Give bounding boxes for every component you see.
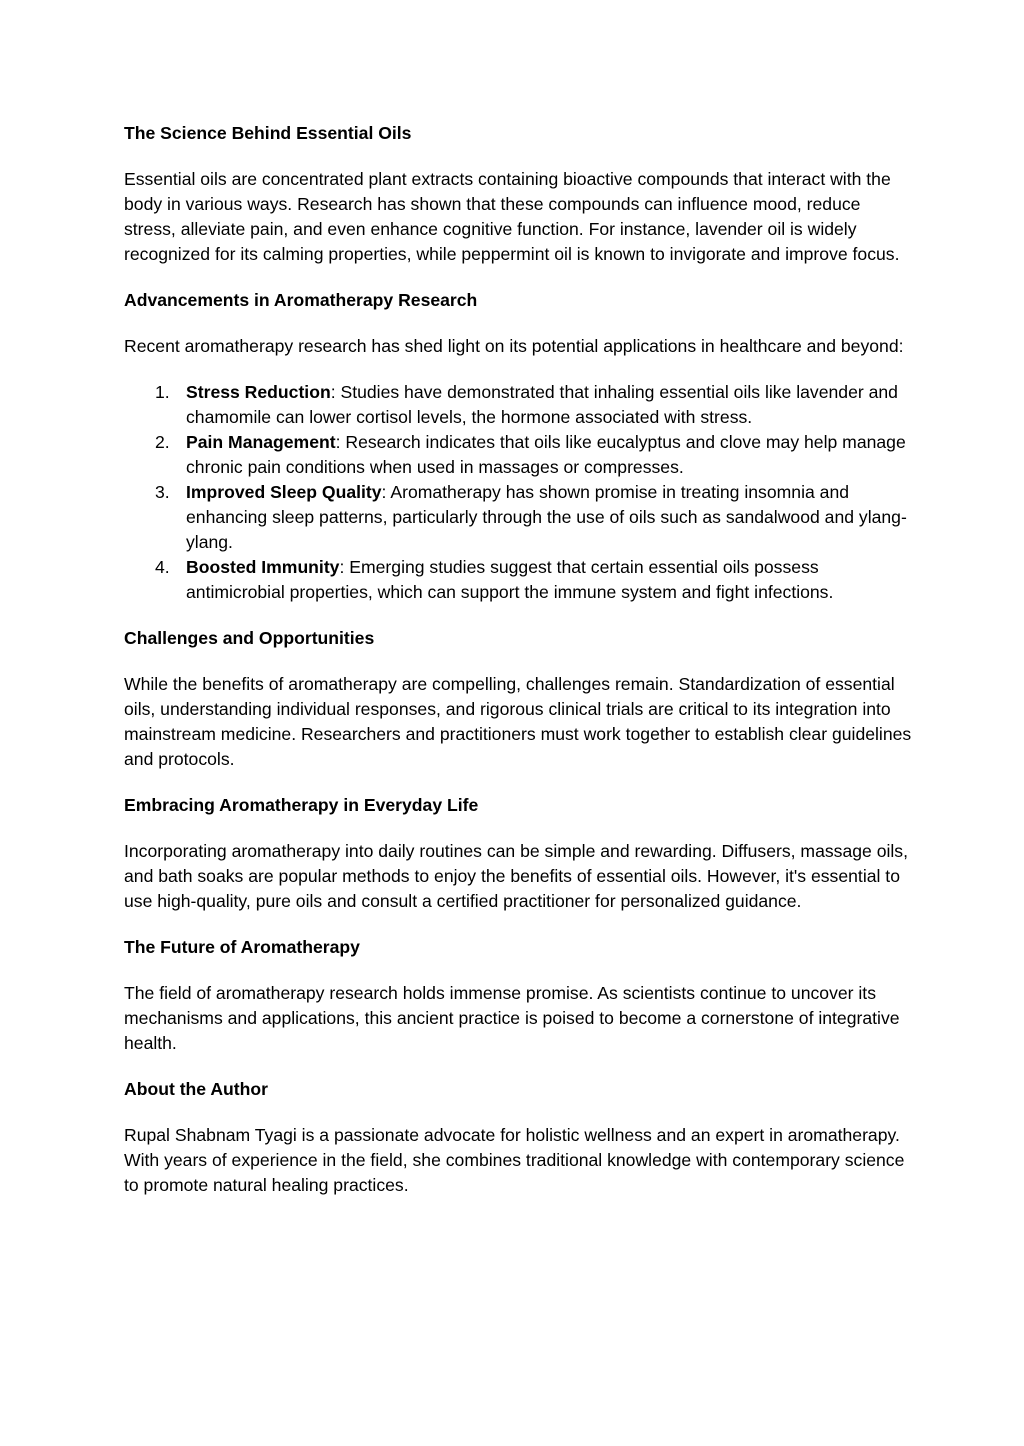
list-item	[124, 555, 914, 605]
list-item	[124, 480, 914, 555]
list-item	[124, 430, 914, 480]
list-text: : Aromatherapy has shown promise in treating insomnia and enhancing sleep patterns, particularly through the use of oils such as sandalwood and ylang-ylang.	[186, 482, 907, 552]
heading-everyday: Embracing Aromatherapy in Everyday Life	[124, 795, 479, 815]
research-list	[124, 380, 914, 605]
paragraph-challenges: While the benefits of aromatherapy are compelling, challenges remain. Standardization of essential oils, understanding individual responses, and rigorous clinical trials are critical to its integration into mainstream medicine. Researchers and practitioners must work together to establish clear guidelines and protocols.	[124, 674, 912, 769]
heading-future: The Future of Aromatherapy	[124, 937, 360, 957]
list-text: : Research indicates that oils like eucalyptus and clove may help manage chronic pain conditions when used in massages or compresses.	[186, 432, 906, 477]
paragraph-future: The field of aromatherapy research holds immense promise. As scientists continue to uncover its mechanisms and applications, this ancient practice is poised to become a cornerstone of integrative health.	[124, 983, 900, 1053]
heading-advancements: Advancements in Aromatherapy Research	[124, 290, 478, 310]
list-number: 3.	[155, 482, 170, 502]
list-term: Pain Management	[186, 432, 336, 452]
list-term: Improved Sleep Quality	[186, 482, 382, 502]
list-term: Stress Reduction	[186, 382, 331, 402]
document-page	[124, 121, 914, 1219]
list-term: Boosted Immunity	[186, 557, 340, 577]
list-number: 2.	[155, 432, 170, 452]
heading-science: The Science Behind Essential Oils	[124, 123, 412, 143]
list-item	[124, 380, 914, 430]
paragraph-everyday: Incorporating aromatherapy into daily routines can be simple and rewarding. Diffusers, massage oils, and bath soaks are popular methods to enjoy the benefits of essential oils. However, it's essential to use high-quality, pure oils and consult a certified practitioner for personalized guidance.	[124, 841, 908, 911]
heading-challenges: Challenges and Opportunities	[124, 628, 375, 648]
paragraph-science: Essential oils are concentrated plant extracts containing bioactive compounds that interact with the body in various ways. Research has shown that these compounds can influence mood, reduce stress, alleviate pain, and even enhance cognitive function. For instance, lavender oil is widely recognized for its calming properties, while peppermint oil is known to invigorate and improve focus.	[124, 169, 900, 264]
list-number: 4.	[155, 557, 170, 577]
list-number: 1.	[155, 382, 170, 402]
paragraph-advancements-intro: Recent aromatherapy research has shed light on its potential applications in healthcare and beyond:	[124, 336, 904, 356]
paragraph-author: Rupal Shabnam Tyagi is a passionate advocate for holistic wellness and an expert in aromatherapy. With years of experience in the field, she combines traditional knowledge with contemporary science to promote natural healing practices.	[124, 1125, 905, 1195]
list-text: : Studies have demonstrated that inhaling essential oils like lavender and chamomile can lower cortisol levels, the hormone associated with stress.	[186, 382, 898, 427]
list-text: : Emerging studies suggest that certain essential oils possess antimicrobial properties, which can support the immune system and fight infections.	[186, 557, 834, 602]
heading-author: About the Author	[124, 1079, 268, 1099]
